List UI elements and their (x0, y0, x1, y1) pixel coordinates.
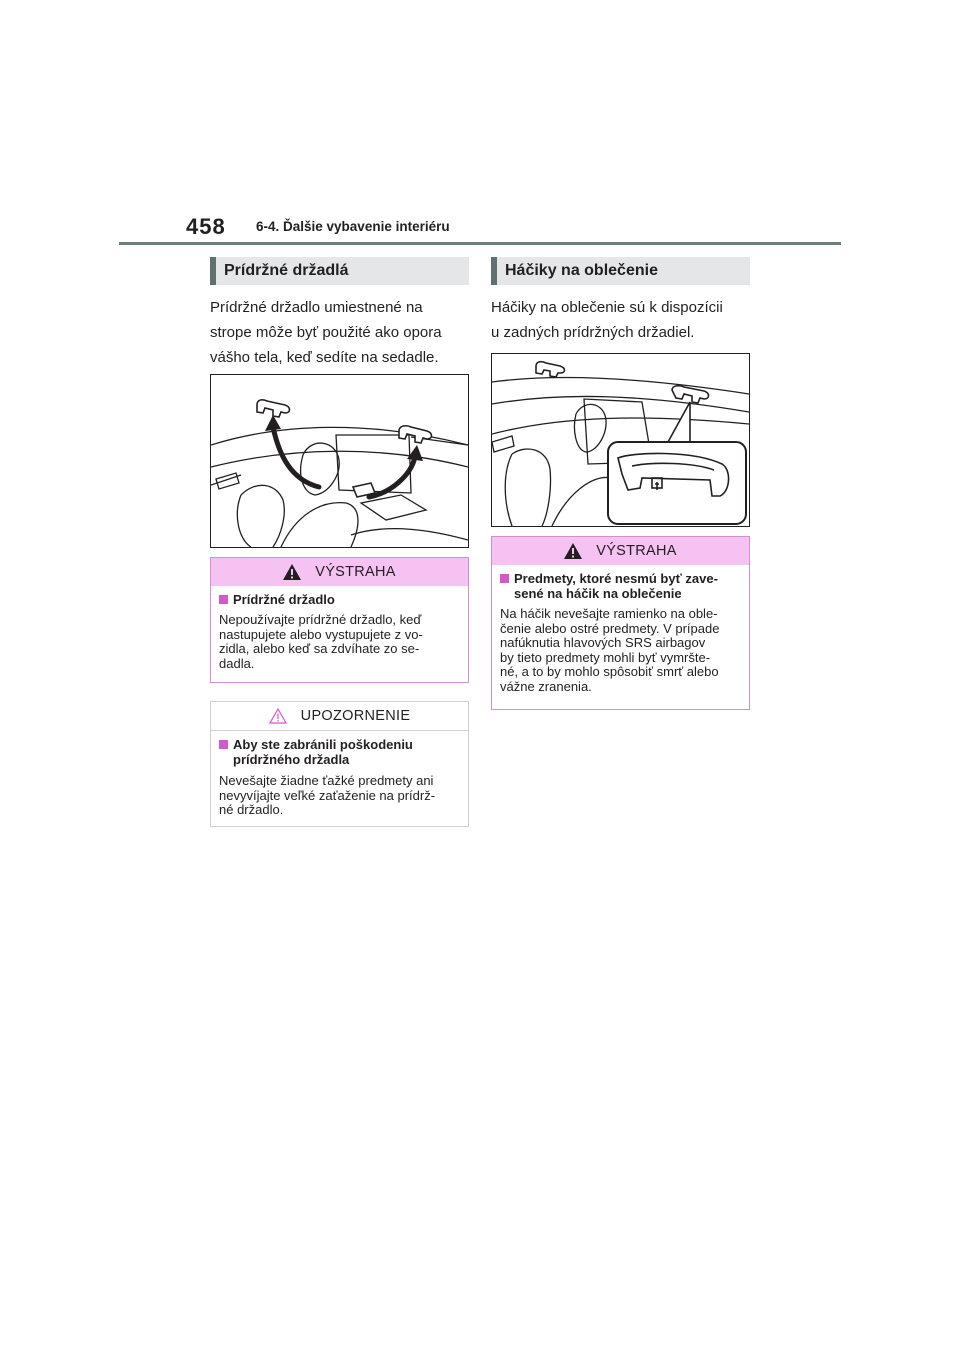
warning-subhead: Prídržné držadlo (219, 592, 462, 607)
text-line: dadla. (219, 655, 255, 671)
warning-label: VÝSTRAHA (596, 543, 677, 559)
text-line: Prídržné držadlo umiestnené na (210, 299, 423, 316)
notice-subhead: Aby ste zabránili poškodeniu prídržného držadla (219, 737, 462, 767)
warning-label: VÝSTRAHA (315, 564, 396, 580)
text-line: nastupujete alebo vystupujete z vo- (219, 626, 423, 642)
warning-box-grab-handle (210, 557, 469, 683)
heading-grab-handles: Prídržné držadlá (210, 257, 469, 285)
text-line: Háčiky na oblečenie sú k dispozícii (491, 299, 723, 316)
section-title: 6-4. Ďalšie vybavenie interiéru (256, 219, 450, 234)
text-line: zidla, alebo keď sa zdvíhate zo se- (219, 641, 420, 657)
bullet-square-icon (500, 574, 509, 583)
text-line: strope môže byť použité ako opora (210, 324, 442, 341)
text-line: Nevešajte žiadne ťažké predmety ani (219, 773, 434, 788)
text-line: by tieto predmety mohli byť vymršte- (500, 649, 711, 665)
grab-handles-illustration (210, 374, 469, 548)
notice-label: UPOZORNENIE (300, 708, 411, 724)
notice-header (211, 702, 468, 731)
warning-header (211, 558, 468, 586)
warning-box-coat-hook (491, 536, 750, 710)
caution-triangle-outline-icon (269, 708, 287, 724)
text-line: vášho tela, keď sedíte na sedadle. (210, 349, 439, 366)
text-line: čenie alebo ostré predmety. V prípade (500, 620, 720, 636)
notice-text (219, 774, 462, 818)
warning-subhead: Predmety, ktoré nesmú byť zave- sené na háčik na oblečenie (500, 571, 743, 601)
text-line: vážne zranenia. (500, 678, 592, 694)
coat-hooks-description (491, 295, 753, 345)
bullet-square-icon (219, 595, 228, 604)
bullet-square-icon (219, 740, 228, 749)
warning-triangle-icon (283, 564, 301, 580)
warning-header (492, 537, 749, 565)
notice-box-grab-handle (210, 701, 469, 827)
header-rule (119, 242, 841, 245)
warning-triangle-icon (564, 543, 582, 559)
warning-text (219, 613, 462, 671)
text-line: nevyvíjajte veľké zaťaženie na prídrž- (219, 787, 436, 803)
text-line: nafúknutia hlavových SRS airbagov (500, 635, 706, 651)
warning-text (500, 607, 743, 695)
text-line: u zadných prídržných držadiel. (491, 324, 695, 341)
grab-handles-description (210, 295, 470, 370)
text-line: né, a to by mohlo spôsobiť smrť alebo (500, 664, 719, 680)
text-line: Na háčik nevešajte ramienko na oble- (500, 606, 718, 621)
heading-coat-hooks: Háčiky na oblečenie (491, 257, 750, 285)
coat-hooks-illustration (491, 353, 750, 527)
text-line: Nepoužívajte prídržné držadlo, keď (219, 612, 422, 627)
text-line: né držadlo. (219, 802, 284, 818)
page-number: 458 (186, 214, 226, 239)
